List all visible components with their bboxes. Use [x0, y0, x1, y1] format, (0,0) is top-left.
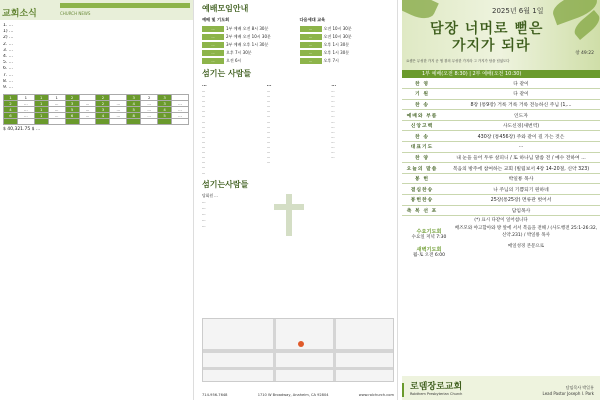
worship-info-title: 예배모임안내 [202, 4, 249, 13]
table-cell: 5 [158, 113, 172, 119]
elder-line: 당회원 ... [202, 192, 218, 198]
table-cell: ... [110, 101, 127, 107]
worship-order-row [402, 110, 600, 121]
staff-item: ... [266, 129, 270, 134]
service-times-band: 1부 예배(오전 8:30) | 2부 예배(오전 10:30) [402, 70, 600, 78]
staff-title: 섬기는 사람들 [202, 69, 252, 78]
table-cell: 3 [127, 95, 141, 101]
staff-item: ... [266, 99, 270, 104]
staff-item: ... [202, 99, 206, 104]
staff-item: ... [202, 109, 206, 114]
bulletin-date: 2025년 6월 1일 [492, 7, 544, 15]
table-cell: 3 [65, 101, 79, 107]
table-cell: ... [141, 107, 158, 113]
worship-order-label: 봉헌찬송 [402, 195, 442, 206]
worship-order-row [402, 163, 600, 174]
worship-order-label: 기 원 [402, 89, 442, 100]
church-news-panel [0, 0, 194, 400]
worship-order-value: ... [442, 142, 600, 153]
table-cell: ... [17, 107, 34, 113]
schedule-time: 1부 예배 오전 8시 30분 [226, 25, 269, 31]
elder-line: ... [202, 198, 206, 204]
staff-item: ... [266, 134, 270, 139]
schedule-tag: ... [202, 34, 224, 40]
worship-order-label: 봉 헌 [402, 173, 442, 184]
table-cell: ... [79, 101, 96, 107]
scripture-ref: 창 49:22 [575, 51, 594, 56]
announcement-list [0, 20, 193, 91]
table-cell: 5 [127, 107, 141, 113]
staff-column-title: ... [202, 82, 207, 87]
announcement-line: 1) ... [3, 29, 14, 35]
scripture-verse: 요셉은 무성한 가지 곧 샘 곁의 무성한 가지라 그 가지가 담을 넘었도다 [406, 59, 510, 63]
table-cell: 4 [96, 113, 110, 119]
staff-item: ... [266, 150, 270, 155]
worship-order-label: 축 복 선 포 [402, 205, 442, 216]
worship-order-value: 430장 (통456장) 주와 같이 길 가는 것은 [442, 131, 600, 142]
wednesday-prayer-title: 수요기도회 [416, 229, 442, 236]
table-cell [79, 119, 96, 125]
staff-item: ... [202, 165, 206, 170]
schedule-tag: ... [300, 34, 322, 40]
schedule-tag: ... [300, 58, 322, 64]
schedule-time: 오전 6시 [226, 57, 242, 63]
schedule-item [300, 41, 394, 48]
staff-item: ... [202, 104, 206, 109]
staff-column [202, 82, 264, 176]
schedule-item [202, 41, 296, 48]
offering-table [3, 94, 189, 125]
dawn-prayer-title: 새벽기도회 [416, 246, 442, 253]
schedule-item [300, 57, 394, 64]
staff-item: ... [331, 134, 335, 139]
church-news-subtitle: CHURCH NEWS [60, 11, 91, 16]
table-cell: 3 [158, 95, 172, 101]
staff-column [267, 82, 329, 176]
table-cell [65, 119, 79, 125]
table-cell: ... [110, 113, 127, 119]
staff-item: ... [331, 150, 335, 155]
schedule-time: 오전 10시 30분 [323, 25, 352, 31]
schedule-item [202, 25, 296, 32]
worship-order-row [402, 184, 600, 195]
worship-order-label: 결심찬송 [402, 184, 442, 195]
announcement-line: 6. ... [3, 66, 14, 72]
schedule-tag: ... [202, 42, 224, 48]
worship-order-row [402, 99, 600, 110]
table-cell: 4 [127, 101, 141, 107]
table-cell: 6 [65, 113, 79, 119]
church-name-en: Robthem Presbyterian Church [410, 392, 463, 396]
table-cell: ... [110, 107, 127, 113]
sermon-theme-line2: 가지가 되라 [452, 38, 531, 54]
schedule-time: 3부 예배 오후 1시 30분 [226, 41, 269, 47]
schedule-time: 오후 7시 [323, 57, 339, 63]
worship-order-row [402, 78, 600, 89]
schedule-item [202, 57, 296, 64]
schedule-time: 오후 7시 30분 [226, 49, 252, 55]
announcement-line: 1. ... [3, 23, 14, 28]
table-cell: 2 [96, 95, 110, 101]
staff-item: ... [202, 145, 206, 150]
worship-info-panel [198, 0, 398, 400]
table-cell: 3 [96, 107, 110, 113]
bulletin-cover-panel [402, 0, 600, 400]
table-cell: 6 [4, 113, 18, 119]
schedule-item [300, 33, 394, 40]
table-cell: ... [141, 113, 158, 119]
table-cell: 4 [4, 107, 18, 113]
table-cell: 3 [158, 101, 172, 107]
table-cell: 2 [96, 101, 110, 107]
worship-order-value: 내 눈을 들어 두루 살피니 / 또 하나님 말씀 전 / 예수 전하여 ... [442, 152, 600, 163]
announcement-line: 9. ... [3, 85, 14, 91]
schedule-time: 오후 1시 30분 [323, 41, 350, 47]
staff-item: ... [266, 139, 270, 144]
worship-order-label: 찬 영 [402, 78, 442, 89]
announcement-line: 3. ... [3, 47, 14, 53]
table-cell: 2 [4, 101, 18, 107]
table-cell: ... [17, 101, 34, 107]
announcement-line: 4. ... [3, 54, 14, 60]
church-name: 로뎀장로교회 Robthem Presbyterian Church [410, 382, 463, 396]
table-cell: 1 [34, 107, 48, 113]
header-bar [60, 3, 190, 8]
worship-order-value: 8장 (통9장) 거룩 거룩 거룩 전능하신 주님 (1,... [442, 99, 600, 110]
table-cell: ... [48, 107, 65, 113]
location-pin-icon [298, 341, 304, 347]
staff-item: ... [266, 124, 270, 129]
church-news-header [0, 0, 193, 20]
worship-order-row [402, 173, 600, 184]
table-cell: ... [172, 101, 189, 107]
contact-info [202, 393, 394, 397]
worship-order-value: 다 같이 [442, 78, 600, 89]
table-cell: ... [48, 113, 65, 119]
elder-line: ... [202, 222, 206, 228]
table-cell: 1 [34, 101, 48, 107]
staff-item: ... [331, 124, 335, 129]
evening-services [402, 226, 600, 241]
staff-item: ... [202, 124, 206, 129]
cross-icon [264, 190, 314, 240]
dawn-prayer [402, 244, 600, 259]
worship-order-value: 복음의 방주에 참여하는 교회 (빌립보서 4장 14-20절, 신약 323) [442, 163, 600, 174]
standing-note: (*) 표시 다같이 일어섭니다 [474, 218, 528, 224]
table-cell: ... [48, 101, 65, 107]
worship-order-label: 예배와 부름 [402, 110, 442, 121]
table-cell: 1 [34, 113, 48, 119]
staff-item: ... [202, 89, 206, 93]
schedule-right-title: 다음세대 교육 [299, 17, 326, 22]
announcement-line: 5. ... [3, 60, 14, 66]
schedule-time: 오후 1시 30분 [323, 49, 350, 55]
table-cell: ... [172, 107, 189, 113]
schedule-item [202, 33, 296, 40]
table-cell: 5 [65, 107, 79, 113]
worship-order-row [402, 131, 600, 142]
wednesday-prayer-detail: 배즈모와 야고합아와 방 앞에 서서 복음을 전해 / (사도행전 25:1-26:32, 신약.231) / 박일룡 목사 [454, 226, 598, 238]
table-cell [4, 119, 18, 125]
table-cell: 2 [141, 95, 158, 101]
announcement-line: 2) ... [3, 35, 14, 41]
elders-title: 섬기는사람들 [202, 179, 249, 189]
staff-item: ... [202, 114, 206, 119]
table-cell [172, 119, 189, 125]
schedule-tag: ... [300, 42, 322, 48]
staff-columns [198, 82, 397, 176]
worship-order-value: 나 주님의 기쁨되기 원하네 [442, 184, 600, 195]
worship-order-row [402, 142, 600, 153]
schedule-tag: ... [202, 26, 224, 32]
church-address: 1710 W Broadway, Anaheim, CA 92804 [257, 393, 329, 397]
schedule-right [300, 17, 394, 65]
staff-item: ... [266, 119, 270, 124]
worship-order-label: 찬 양 [402, 152, 442, 163]
table-row [4, 119, 189, 125]
table-cell [34, 119, 48, 125]
staff-item: ... [331, 114, 335, 119]
staff-item: ... [331, 145, 335, 150]
hero-banner [402, 0, 600, 70]
church-website: www.rolchurch.com [358, 393, 394, 397]
table-cell [127, 119, 141, 125]
schedule-tag: ... [202, 58, 224, 64]
elder-line: ... [202, 210, 206, 216]
worship-order-value: 담임목사 [442, 205, 600, 216]
church-map [202, 318, 394, 382]
worship-order-table [402, 78, 600, 216]
worship-order-label: 대표기도 [402, 142, 442, 153]
worship-order-row [402, 89, 600, 100]
table-cell: 2 [65, 95, 79, 101]
schedule-item [300, 25, 394, 32]
worship-order-row [402, 195, 600, 206]
wednesday-prayer-time: 수요일 저녁 7:30 [411, 235, 447, 241]
church-news-title: 교회소식 [2, 9, 37, 19]
worship-order-value: 다 같이 [442, 89, 600, 100]
staff-item: ... [331, 129, 335, 134]
schedule-tag: ... [300, 50, 322, 56]
staff-item: ... [331, 99, 335, 104]
table-cell: 1 [48, 95, 65, 101]
phone-number: 714-956-7648 [202, 393, 228, 397]
church-logo-icon [402, 383, 410, 397]
staff-item: ... [202, 155, 206, 160]
table-cell: 1 [4, 95, 18, 101]
staff-column-title: ... [331, 82, 337, 87]
staff-item: ... [331, 94, 335, 99]
table-cell [158, 119, 172, 125]
worship-order-row [402, 205, 600, 216]
staff-column-title: ... [266, 82, 272, 87]
dawn-prayer-time: 월-토 오전 6:00 [413, 252, 445, 258]
church-footer [402, 376, 600, 400]
staff-item: ... [331, 139, 335, 144]
table-cell: 1 [17, 95, 34, 101]
worship-order-value: 박일룡 목사 [442, 173, 600, 184]
dawn-prayer-detail: 매일성경 본문으로 [507, 243, 545, 249]
staff-item: ... [266, 104, 270, 109]
staff-item: ... [266, 89, 270, 93]
worship-order-value: 25장(통25장) 면류관 벗어서 [442, 195, 600, 206]
staff-item: ... [331, 119, 335, 124]
staff-item: ... [266, 114, 270, 119]
worship-order-value: 사도신경(새번역) [442, 120, 600, 131]
staff-item: ... [266, 155, 270, 160]
sermon-theme-line1: 담장 너머로 뻗은 [430, 21, 544, 37]
table-cell [48, 119, 65, 125]
worship-order-row [402, 152, 600, 163]
staff-item: ... [202, 150, 206, 155]
staff-item: ... [331, 155, 335, 160]
staff-item: ... [266, 160, 270, 165]
elder-line: ... [202, 204, 206, 210]
table-cell [17, 119, 34, 125]
table-cell [96, 119, 110, 125]
announcement-line: 2. ... [3, 41, 14, 47]
table-cell: ... [172, 113, 189, 119]
staff-item: ... [202, 160, 206, 165]
table-cell [110, 119, 127, 125]
schedule-tag: ... [300, 26, 322, 32]
staff-column [331, 82, 393, 176]
worship-order-value: 인도자 [442, 110, 600, 121]
schedule-left [202, 17, 296, 65]
staff-item: ... [202, 119, 206, 124]
schedule-tag: ... [202, 50, 224, 56]
table-cell: 4 [158, 107, 172, 113]
table-cell: ... [141, 101, 158, 107]
staff-item: ... [266, 109, 270, 114]
schedule-item [300, 49, 394, 56]
worship-order-row [402, 120, 600, 131]
announcement-line: 7. ... [3, 72, 14, 78]
table-cell: ... [17, 113, 34, 119]
worship-order-label: 찬 송 [402, 99, 442, 110]
staff-item: ... [331, 104, 335, 109]
staff-item: ... [202, 134, 206, 139]
worship-schedule [198, 17, 397, 65]
staff-item: ... [331, 109, 335, 114]
elder-line: ... [202, 216, 206, 222]
worship-order-label: 찬 송 [402, 131, 442, 142]
lead-pastor: 담임목사 박일룡 Lead Pastor Joseph I. Park [542, 385, 594, 396]
schedule-time: 오전 10시 30분 [323, 33, 352, 39]
table-cell: 1 [34, 95, 48, 101]
schedule-left-title: 예배 및 기도회 [202, 17, 230, 22]
staff-item: ... [266, 145, 270, 150]
staff-item: ... [202, 129, 206, 134]
announcement-line: 8. ... [3, 78, 14, 84]
table-cell [141, 119, 158, 125]
staff-item: ... [202, 139, 206, 144]
table-cell: ... [79, 107, 96, 113]
table-cell: 8 [127, 113, 141, 119]
staff-item: ... [331, 89, 335, 93]
offering-total: $ 40,321.75 $ ... [3, 127, 41, 133]
schedule-item [202, 49, 296, 56]
worship-order-label: 신앙고백 [402, 120, 442, 131]
schedule-time: 2부 예배 오전 10시 30분 [226, 33, 271, 39]
staff-item: ... [266, 94, 270, 99]
worship-order-label: 오늘의 말씀 [402, 163, 442, 174]
staff-item: ... [202, 94, 206, 99]
staff-item: ... [202, 170, 206, 175]
table-cell: ... [79, 113, 96, 119]
